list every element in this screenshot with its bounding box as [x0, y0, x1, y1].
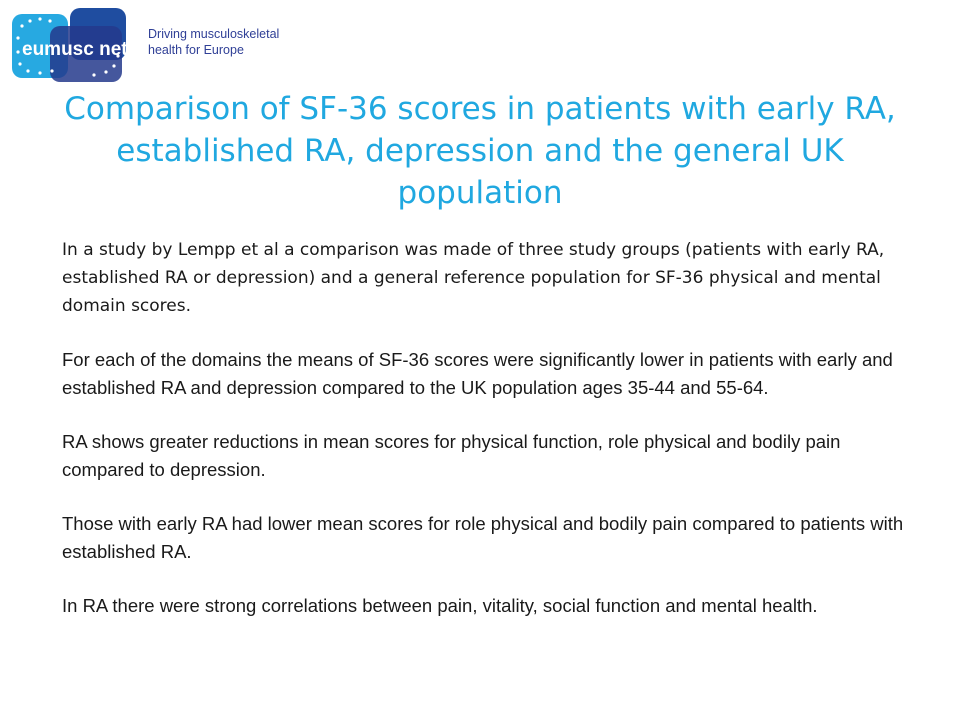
logo-tagline-line1: Driving musculoskeletal — [148, 27, 280, 41]
logo-tagline — [148, 26, 279, 58]
logo-tagline-line2: health for Europe — [148, 43, 244, 57]
paragraph-correlations: In RA there were strong correlations between pain, vitality, social function and mental health. — [62, 595, 818, 616]
paragraph-early-ra: Those with early RA had lower mean scores for role physical and bodily pain compared to patients with established RA. — [62, 513, 904, 562]
eumusc-logo-mark — [10, 8, 140, 88]
paragraph-study-intro: In a study by Lempp et al a comparison was made of three study groups (patients with early RA, established RA or depression) and a general reference population for SF-36 physical and mental domain scores. — [62, 240, 885, 316]
paragraph-ra-vs-depression: RA shows greater reductions in mean scores for physical function, role physical and bodily pain compared to depression. — [62, 431, 841, 480]
logo-brand-text: eumusc net — [22, 39, 128, 60]
paragraph-domain-means: For each of the domains the means of SF-36 scores were significantly lower in patients with early and established RA and depression compared to the UK population ages 35-44 and 55-64. — [62, 349, 893, 398]
eumusc-logo — [10, 8, 280, 88]
slide-title: Comparison of SF-36 scores in patients with early RA, established RA, depression and the general UK population — [64, 91, 896, 211]
slide-body — [62, 236, 922, 646]
